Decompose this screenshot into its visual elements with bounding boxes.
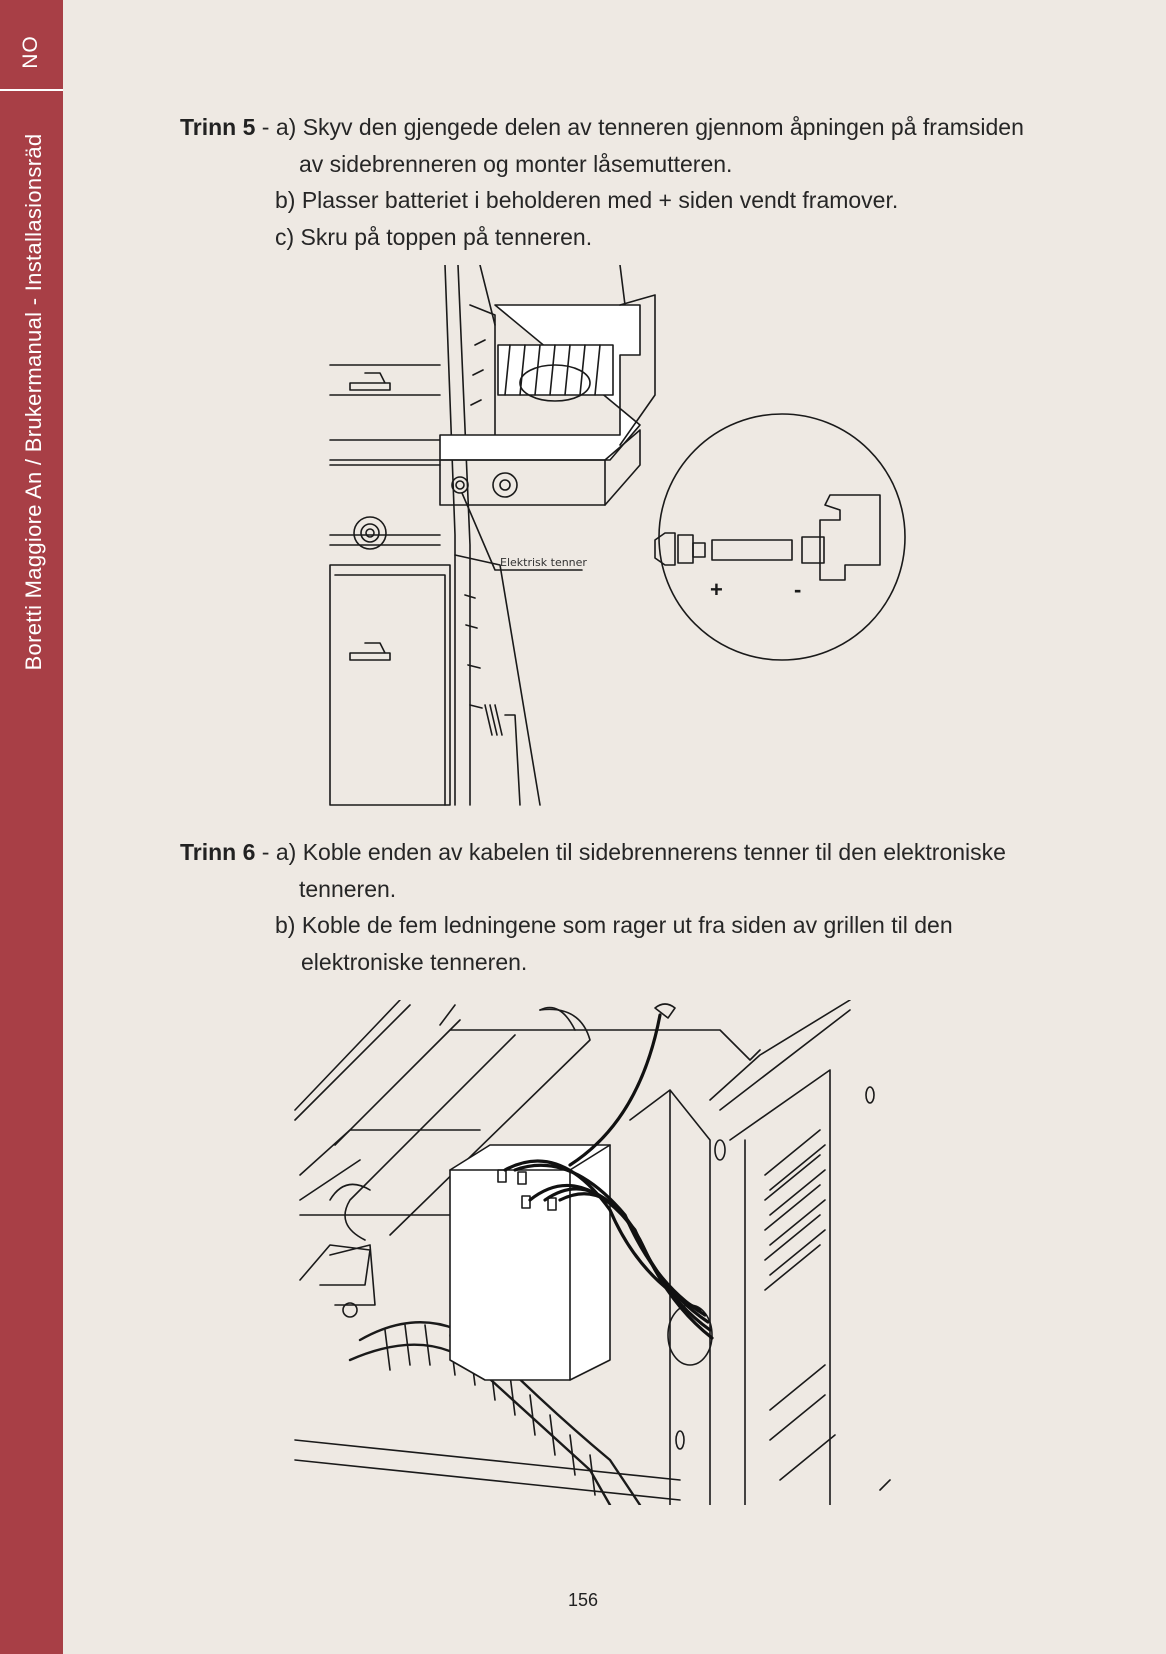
step-6 bbox=[180, 834, 1006, 980]
igniter-installation-diagram bbox=[320, 265, 910, 810]
step-6-b-line1: b) Koble de fem ledningene som rager ut fra siden av grillen til den bbox=[275, 912, 953, 938]
sidebar-divider bbox=[0, 89, 63, 91]
electric-igniter-callout: Elektrisk tenner bbox=[500, 556, 587, 569]
step-6-label: Trinn 6 bbox=[180, 839, 256, 865]
step-6-b-line2: elektroniske tenneren. bbox=[301, 948, 528, 975]
step-5-a-line2: av sidebrenneren og monter låsemutteren. bbox=[299, 150, 733, 177]
battery-minus-label: - bbox=[794, 577, 802, 602]
step-6-a-prefix: - a) bbox=[255, 839, 303, 865]
page-number: 156 bbox=[567, 1590, 599, 1610]
step-5-b: b) Plasser batteriet i beholderen med + siden vendt framover. bbox=[275, 187, 899, 213]
sidebar bbox=[0, 0, 63, 1654]
language-tag: NO bbox=[19, 35, 42, 69]
step-5 bbox=[180, 109, 1024, 255]
step-5-a-line1: Skyv den gjengede delen av tenneren gjennom åpningen på framsiden bbox=[302, 114, 1024, 140]
step-6-a-line1: Koble enden av kabelen til sidebrennerens tenner til den elektroniske bbox=[302, 839, 1006, 865]
step-6-a-line2: tenneren. bbox=[299, 875, 397, 902]
step-5-label: Trinn 5 bbox=[180, 114, 256, 140]
step-5-c: c) Skru på toppen på tenneren. bbox=[275, 223, 593, 250]
step-5-a-prefix: - a) bbox=[255, 114, 303, 140]
document-title: Boretti Maggiore An / Brukermanual - Installasionsräd bbox=[21, 133, 46, 671]
battery-plus-label: + bbox=[710, 577, 723, 602]
igniter-wiring-diagram bbox=[290, 1000, 930, 1505]
